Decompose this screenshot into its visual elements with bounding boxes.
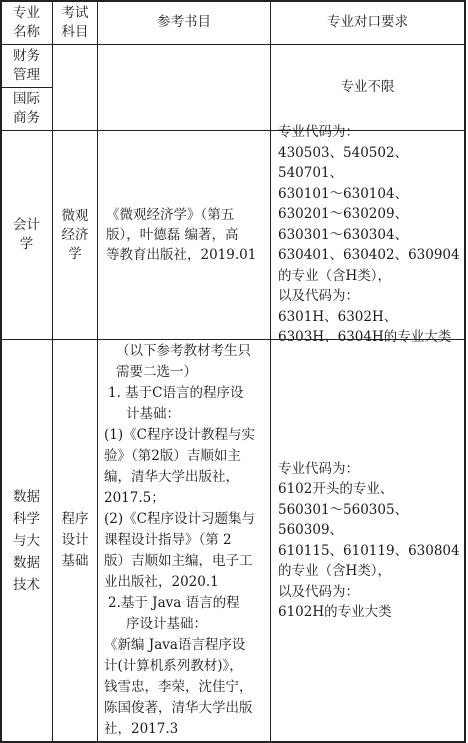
subject-programming-basics: 程序 设计 基础 xyxy=(61,511,89,569)
requirements-accounting: 专业代码为： 430503、540502、540701、 630101～630104、 630201～630209、 630301～630304、 630401、630402、630904 的专业（含H类）， 以及代码为： 6301H、6302H、 6303H、6304H的专业大类 xyxy=(278,124,460,346)
header-reference-books: 参考书目 xyxy=(157,14,211,30)
table-rule xyxy=(464,0,466,743)
books-data-science: （以下参考教材考生只 需要二选一） 1. 基于C语言的程序设 计基础： (1)《C程序设计教程与实 验》（第2版）吉顺如主 编，清华大学出版社， 2017.5； (2)《C程序设计习题集与 课程设计指导》（第 2 版）吉顺如主编，电子工 业出版社，2020.1 2.基于 Java 语言的程 序设计基础： 《新编 Java语言程序设 计(计算机系列教材)》， 钱雪忠，李荣，沈佳宁， 陈国俊著，清华大学出版 社，2017.3 xyxy=(104,343,255,737)
books-accounting: 《微观经济学》（第五 版），叶德磊 编著，高 等教育出版社，2019.01 xyxy=(106,207,257,263)
header-major-name: 专业 名称 xyxy=(13,4,40,40)
table-rule xyxy=(0,741,466,743)
major-financial-management: 财务 管理 xyxy=(13,48,40,83)
table-rule xyxy=(97,0,98,743)
requirements-data-science: 专业代码为： 6102开头的专业、 560301～560305、560309、 610115、610119、630804 的专业（含H类）， 以及代码为： 6102H的专业大类 xyxy=(278,460,460,620)
major-international-business: 国际 商务 xyxy=(13,91,40,126)
subject-microeconomics: 微观 经济 学 xyxy=(61,207,89,262)
major-data-science: 数据 科学 与大 数据 技术 xyxy=(13,488,40,593)
major-accounting: 会计 学 xyxy=(13,217,40,252)
header-exam-subject: 考试 科目 xyxy=(61,4,89,40)
header-major-requirements: 专业对口要求 xyxy=(327,14,408,30)
requirement-unrestricted: 专业不限 xyxy=(340,79,395,95)
